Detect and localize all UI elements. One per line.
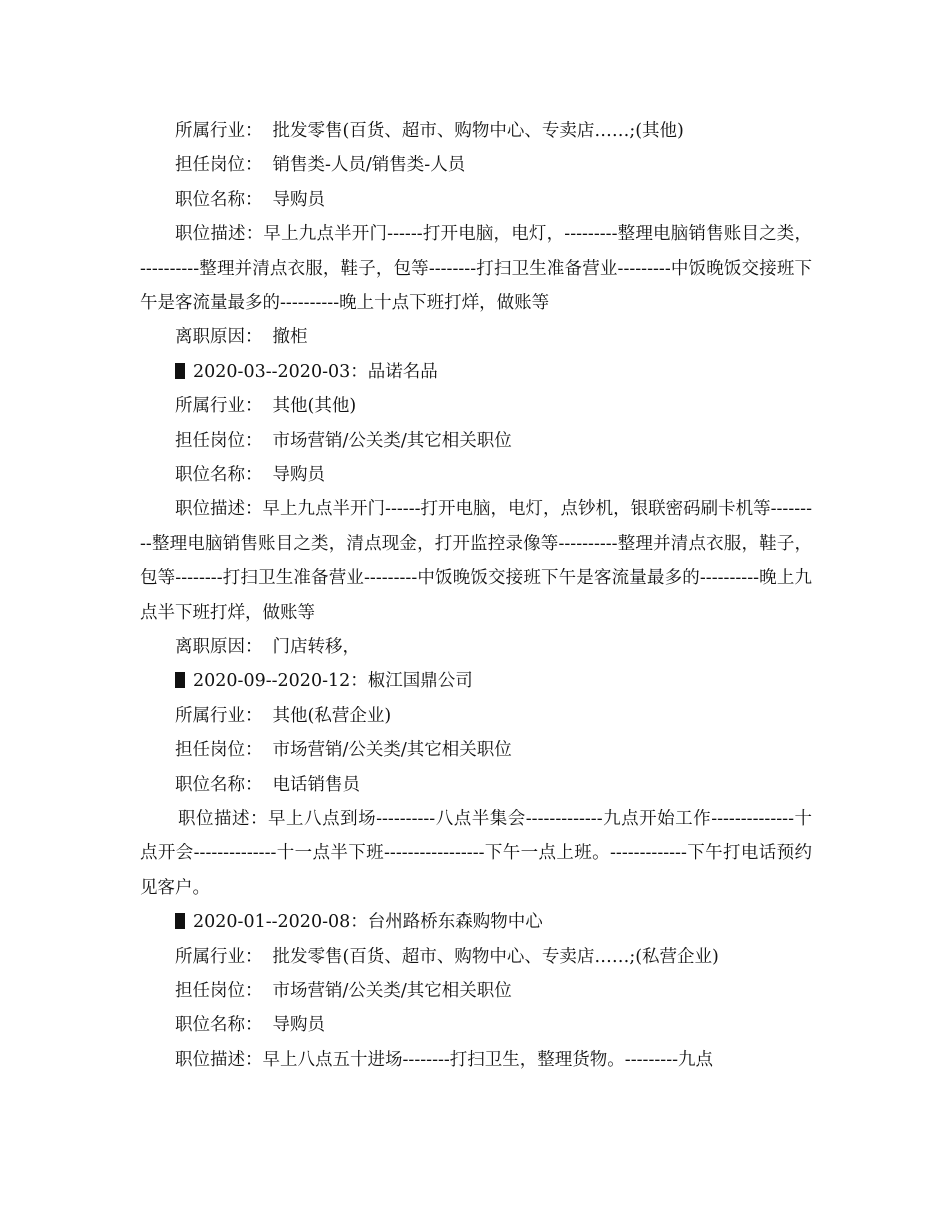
field-value: 市场营销/公关类/其它相关职位	[272, 740, 512, 761]
field-label: 担任岗位：	[175, 980, 263, 1001]
field-value: 市场营销/公关类/其它相关职位	[272, 980, 512, 1001]
job-description: 职位描述：早上九点半开门------打开电脑，电灯，---------整理电脑销售账目之类，----------整理并清点衣服，鞋子，包等--------打扫卫生准备营业---------中饭晚饭交接班下午是客流量最多的----------晚上十点下班打烊，做账等	[140, 224, 812, 313]
field-label: 所属行业：	[175, 705, 263, 726]
field-value: 电话销售员	[272, 774, 360, 795]
job-period-company: 2020-09--2020-12：椒江国鼎公司	[193, 671, 473, 692]
job-heading	[140, 664, 812, 698]
field-label: 所属行业：	[175, 946, 263, 967]
field-label: 职位名称：	[175, 464, 263, 485]
field-row	[140, 458, 812, 492]
field-value: 导购员	[272, 464, 325, 485]
field-label: 担任岗位：	[175, 740, 263, 761]
field-label: 所属行业：	[175, 396, 263, 417]
field-row	[140, 320, 812, 354]
field-label: 职位名称：	[175, 1015, 263, 1036]
job-period-company: 2020-03--2020-03：品诺名品	[193, 361, 438, 382]
field-row	[140, 389, 812, 423]
field-label: 职位名称：	[175, 774, 263, 795]
field-value: 批发零售(百货、超市、购物中心、专卖店……;(其他)	[272, 121, 684, 141]
field-label: 担任岗位：	[175, 155, 263, 176]
field-value: 导购员	[272, 189, 325, 210]
resume-work-history	[140, 114, 812, 1077]
field-value: 市场营销/公关类/其它相关职位	[272, 430, 512, 451]
field-row	[140, 974, 812, 1008]
field-row	[140, 424, 812, 458]
field-label: 离职原因：	[175, 327, 263, 348]
field-value: 批发零售(百货、超市、购物中心、专卖店……;(私营企业)	[272, 946, 719, 967]
field-label: 担任岗位：	[175, 430, 263, 451]
field-value: 其他(私营企业)	[272, 705, 392, 726]
field-value: 门店转移，	[272, 636, 360, 657]
square-bullet-icon	[175, 363, 185, 379]
field-row	[140, 114, 812, 148]
field-label: 职位名称：	[175, 189, 263, 210]
field-row	[140, 1008, 812, 1042]
square-bullet-icon	[175, 913, 185, 929]
field-value: 其他(其他)	[272, 396, 357, 417]
job-period-company: 2020-01--2020-08：台州路桥东森购物中心	[193, 912, 543, 933]
job-description: 职位描述：早上八点五十进场--------打扫卫生，整理货物。---------九点	[175, 1049, 714, 1070]
field-row	[140, 699, 812, 733]
field-label: 所属行业：	[175, 121, 263, 141]
square-bullet-icon	[175, 672, 185, 688]
field-row	[140, 630, 812, 664]
field-row	[140, 733, 812, 767]
job-heading	[140, 905, 812, 939]
field-row	[140, 148, 812, 182]
field-value: 撤柜	[272, 327, 308, 348]
field-value: 销售类-人员/销售类-人员	[272, 155, 466, 176]
field-row	[140, 940, 812, 974]
field-row	[140, 183, 812, 217]
job-description: 职位描述：早上八点到场----------八点半集会-------------九点开始工作--------------十点开会--------------十一点半下班-----------------下午一点上班。-------------下午打电话预约见客户。	[140, 808, 812, 898]
field-row	[140, 768, 812, 802]
job-heading	[140, 355, 812, 389]
field-value: 导购员	[272, 1015, 325, 1036]
field-label: 离职原因：	[175, 636, 263, 657]
job-description: 职位描述：早上九点半开门------打开电脑，电灯，点钞机，银联密码刷卡机等---------整理电脑销售账目之类，清点现金，打开监控录像等----------整理并清点衣服，鞋子，包等--------打扫卫生准备营业---------中饭晚饭交接班下午是客流量最多的----------晚上九点半下班打烊，做账等	[140, 499, 812, 623]
